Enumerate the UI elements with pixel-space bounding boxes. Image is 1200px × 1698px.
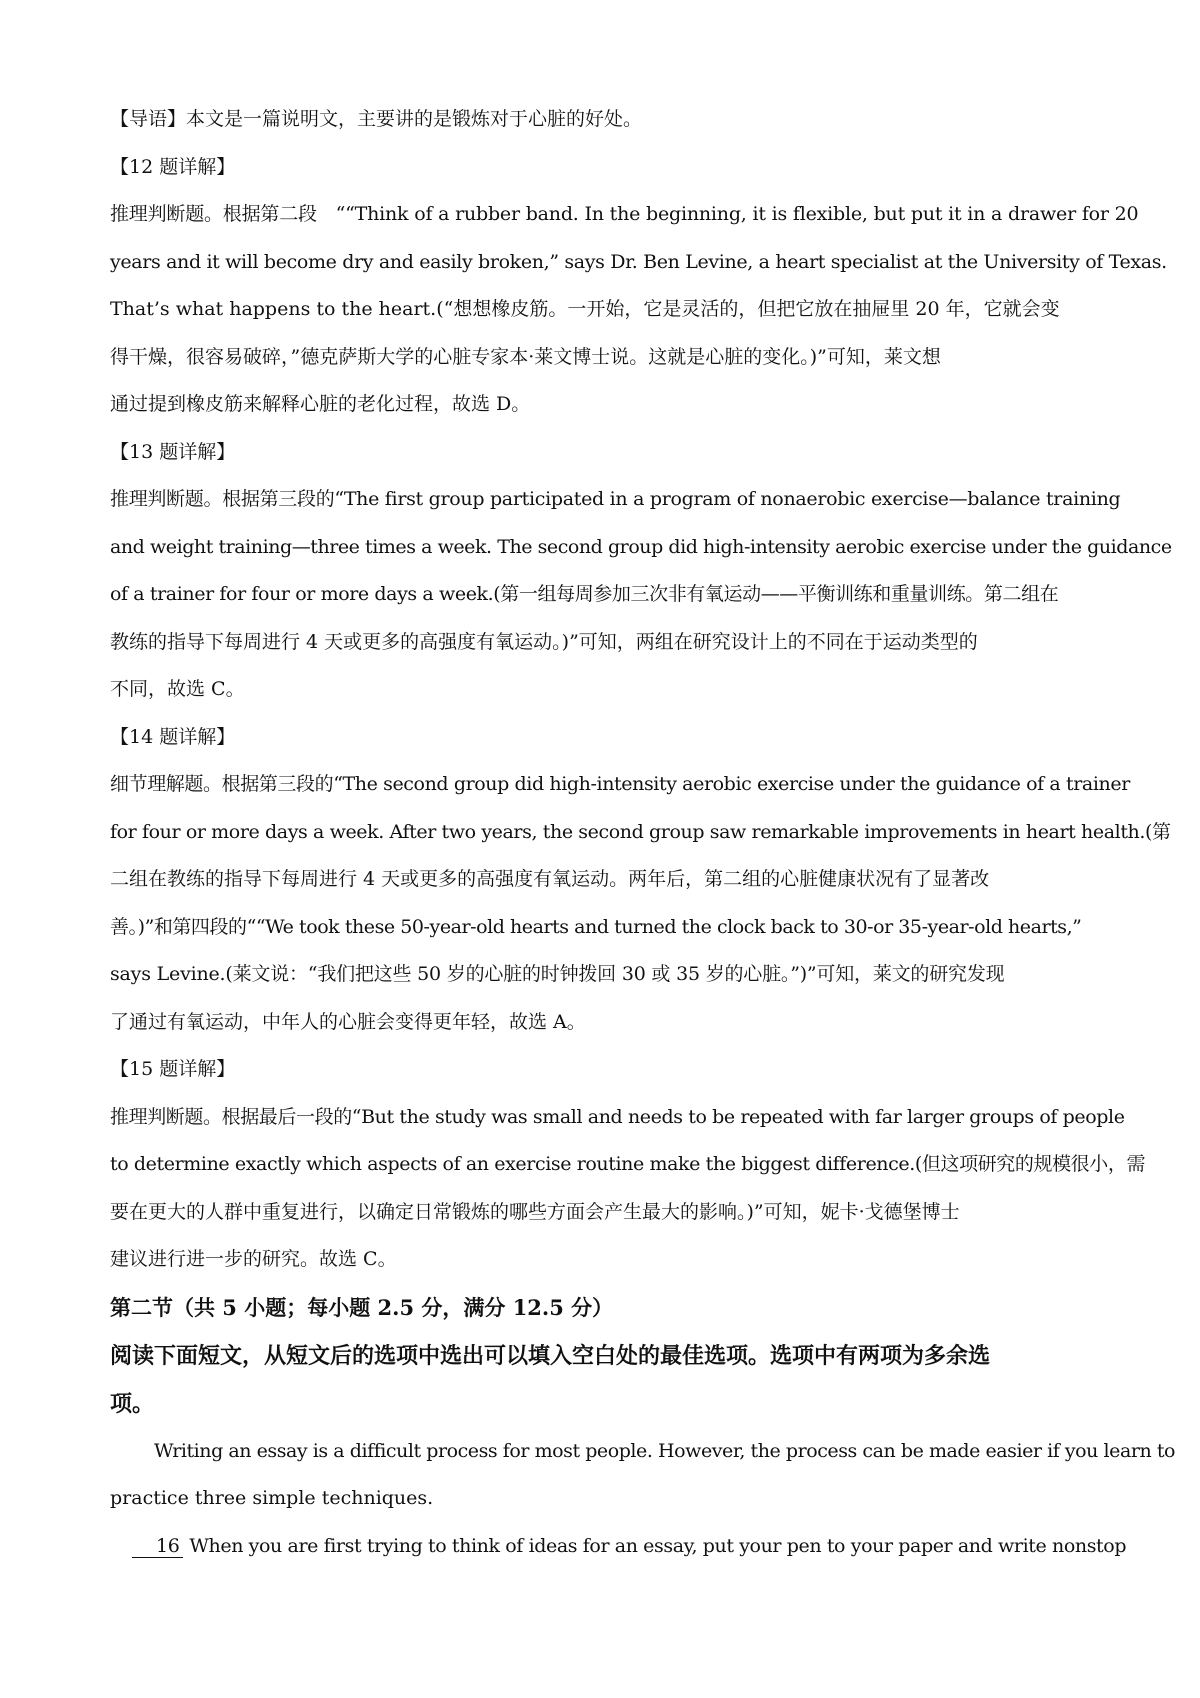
blank-16 [132, 1535, 183, 1558]
q14-line-6: 了通过有氧运动，中年人的心脏会变得更年轻，故选 A。 [110, 1010, 586, 1033]
q12-line-5: 通过提到橡皮筋来解释心脏的老化过程，故选 D。 [110, 393, 531, 415]
blank-16-number: 16 [156, 1534, 180, 1557]
passage [110, 1428, 1176, 1571]
q15-line-4: 建议进行进一步的研究。故选 C。 [110, 1248, 397, 1270]
q14-heading: 【14 题详解】 [110, 725, 236, 748]
section-2-instruction-line-1: 阅读下面短文，从短文后的选项中选出可以填入空白处的最佳选项。选项中有两项为多余选 [110, 1342, 991, 1369]
q13-line-3: of a trainer for four or more days a week.(第一组每周参加三次非有氧运动——平衡训练和重量训练。第二组在 [110, 583, 1059, 605]
q14-line-5: says Levine.(莱文说：“我们把这些 50 岁的心脏的时钟拨回 30 或 35 岁的心脏。”)”可知，莱文的研究发现 [110, 963, 1005, 985]
q14-line-3: 二组在教练的指导下每周进行 4 天或更多的高强度有氧运动。两年后，第二组的心脏健康状况有了显著改 [110, 868, 990, 890]
q14-section [110, 714, 1171, 1047]
passage-paragraph-1-line-2: practice three simple techniques. [110, 1487, 434, 1509]
q14-line-4: 善。)”和第四段的““We took these 50-year-old hearts and turned the clock back to 30-or 35-year-old hearts,” [110, 915, 1082, 938]
q12-line-2: years and it will become dry and easily broken,” says Dr. Ben Levine, a heart specialist at the University of Texas. [110, 250, 1167, 273]
section-2-instruction-line-2: 项。 [110, 1390, 155, 1417]
q15-line-3: 要在更大的人群中重复进行，以确定日常锻炼的哪些方面会产生最大的影响。)”可知，妮卡·戈德堡博士 [110, 1200, 960, 1223]
q12-line-1: 推理判断题。根据第二段 ““Think of a rubber band. In the beginning, it is flexible, but put it in a drawer for 20 [110, 203, 1139, 225]
q14-line-2: for four or more days a week. After two years, the second group saw remarkable improvements in heart health.(第 [110, 820, 1171, 843]
q12-heading: 【12 题详解】 [110, 155, 236, 178]
q13-line-5: 不同，故选 C。 [110, 678, 245, 700]
q12-section [110, 144, 1167, 429]
q15-line-2: to determine exactly which aspects of an exercise routine make the biggest difference.(但这项研究的规模很小，需 [110, 1153, 1146, 1175]
q15-heading: 【15 题详解】 [110, 1058, 236, 1080]
section-2-title: 第二节（共 5 小题；每小题 2.5 分，满分 12.5 分） [110, 1294, 614, 1320]
q13-heading: 【13 题详解】 [110, 440, 236, 463]
q14-line-1: 细节理解题。根据第三段的“The second group did high-intensity aerobic exercise under the guidance of a trainer [110, 773, 1130, 795]
passage-paragraph-1-line-1: Writing an essay is a difficult process for most people. However, the process can be made easier if you learn to [154, 1439, 1176, 1462]
q13-line-4: 教练的指导下每周进行 4 天或更多的高强度有氧运动。)”可知，两组在研究设计上的不同在于运动类型的 [110, 630, 978, 653]
passage-paragraph-2-text: When you are first trying to think of ideas for an essay, put your pen to your paper and write nonstop [189, 1534, 1127, 1557]
q13-line-1: 推理判断题。根据第三段的“The first group participated in a program of nonaerobic exercise—balance training [110, 488, 1121, 510]
q15-section [110, 1046, 1146, 1284]
q13-line-2: and weight training—three times a week. The second group did high-intensity aerobic exercise under the guidance [110, 535, 1172, 558]
q12-line-4: 得干燥，很容易破碎，”德克萨斯大学的心脏专家本·莱文博士说。这就是心脏的变化。)”可知，莱文想 [110, 345, 941, 368]
document-page [110, 96, 1176, 1570]
intro-text: 【导语】本文是一篇说明文，主要讲的是锻炼对于心脏的好处。 [110, 108, 643, 130]
q15-line-1: 推理判断题。根据最后一段的“But the study was small and needs to be repeated with far larger groups of people [110, 1105, 1125, 1128]
section-2 [110, 1284, 1100, 1428]
q12-line-3: That’s what happens to the heart.(“想想橡皮筋。一开始，它是灵活的，但把它放在抽屉里 20 年，它就会变 [110, 298, 1060, 320]
q13-section [110, 429, 1172, 714]
passage-paragraph-2-line-1 [110, 1523, 1127, 1571]
